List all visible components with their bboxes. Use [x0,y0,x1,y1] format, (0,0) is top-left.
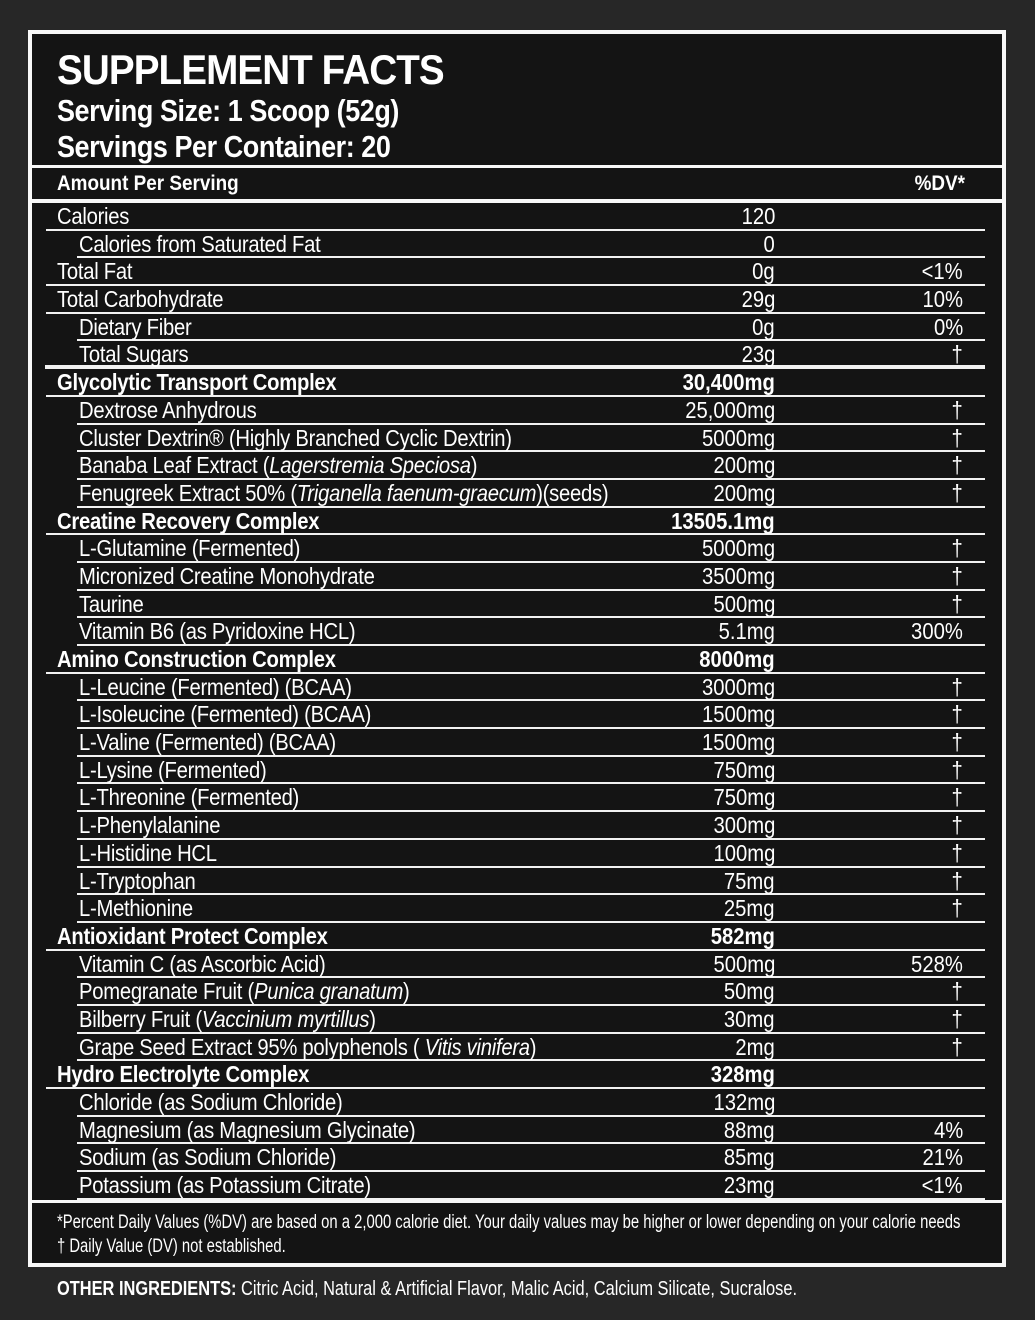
ingredient-name-segment: Total Carbohydrate [57,286,224,313]
dv-value: † [951,839,963,866]
ingredient-name-segment: ) [529,1033,537,1060]
amount-value: 23g [741,341,775,368]
ingredient-name [79,231,876,257]
amount-value: 500mg [713,590,775,617]
dv-value: † [951,1005,963,1032]
ingredient-name-segment: Hydro Electrolyte Complex [57,1061,310,1088]
ingredient-name-segment: Pomegranate Fruit ( [79,978,254,1005]
table-row [77,425,985,453]
table-row [46,286,985,314]
ingredient-name-segment: Vitis vinifera [424,1033,530,1060]
ingredient-name-segment: Amino Construction Complex [57,646,336,672]
ingredient-name-segment: Calories [57,203,130,229]
table-row [46,923,985,951]
other-ingredients [57,1277,797,1302]
amount-value: 5000mg [701,535,775,562]
amount-value: 120 [741,203,775,229]
ingredient-name-segment: Dietary Fiber [79,313,192,340]
ingredient-name-segment: L-Glutamine (Fermented) [79,535,301,562]
amount-value: 3500mg [701,562,775,589]
ingredient-name-segment: Calories from Saturated Fat [79,230,321,257]
dv-value: † [951,673,963,700]
dv-value: † [951,784,963,811]
other-ingredients-label: OTHER INGREDIENTS: [57,1278,237,1300]
ingredient-name-segment: L-Methionine [79,895,193,922]
dv-value: † [951,812,963,839]
other-ingredients-text: Citric Acid, Natural & Artificial Flavor, Malic Acid, Calcium Silicate, Sucralose. [236,1278,798,1300]
amount-value: 2mg [735,1033,775,1060]
table-row [46,203,985,231]
column-header-bar [32,168,1002,199]
amount-value: 75mg [724,867,775,894]
dv-value: <1% [921,258,963,285]
dv-value: † [951,452,963,479]
serving-size: Serving Size: 1 Scoop (52g) [57,93,399,128]
amount-value: 8000mg [699,646,775,672]
table-row [77,1144,985,1172]
ingredient-name-segment: Grape Seed Extract 95% polyphenols ( [79,1033,425,1060]
amount-value: 132mg [713,1089,775,1115]
dv-value: 0% [933,313,963,340]
panel-header [32,34,1002,165]
table-row [77,1117,985,1145]
ingredient-name-segment: Antioxidant Protect Complex [57,922,328,949]
dv-value: † [951,590,963,617]
dv-value: † [951,867,963,894]
footnote-line-1: *Percent Daily Values (%DV) are based on a 2,000 calorie diet. Your daily values may be higher or lower depending on your calorie needs [57,1211,961,1233]
ingredient-name-segment: Taurine [79,590,144,617]
amount-value: 3000mg [701,673,775,700]
amount-value: 500mg [713,950,775,977]
ingredient-name-segment: Potassium (as Potassium Citrate) [79,1172,371,1199]
ingredient-name-segment: )(seeds) [536,479,609,506]
amount-value: 582mg [710,922,775,949]
dv-value: † [951,756,963,783]
ingredient-name-segment: Triganella faenum-graecum [296,479,537,506]
ingredient-name-segment: Total Sugars [79,341,189,368]
dv-value: 10% [922,286,963,313]
table-row [77,591,985,619]
table-row [77,701,985,729]
ingredient-name-segment: L-Tryptophan [79,867,196,894]
ingredient-name-segment: L-Leucine (Fermented) (BCAA) [79,673,352,700]
amount-value: 30,400mg [682,369,775,396]
amount-value: 50mg [724,978,775,1005]
table-row [46,258,985,286]
table-row [46,646,985,674]
ingredient-name-segment: Vitamin B6 (as Pyridoxine HCL) [79,618,356,645]
ingredient-name-segment: Creatine Recovery Complex [57,507,320,534]
table-row [77,535,985,563]
amount-value: 13505.1mg [671,507,775,534]
amount-value: 0g [752,313,775,340]
dv-value: † [951,729,963,756]
table-row [77,895,985,923]
table-row [77,840,985,868]
table-row [77,757,985,785]
amount-value: 5.1mg [718,618,775,645]
amount-value: 85mg [724,1144,775,1171]
dv-header: %DV* [914,171,965,195]
ingredient-name-segment: Total Fat [57,258,133,285]
dv-value: † [951,396,963,423]
amount-value: 750mg [713,784,775,811]
panel-title: SUPPLEMENT FACTS [57,46,444,93]
table-row [77,1089,985,1117]
dv-value: † [951,535,963,562]
ingredient-name-segment: L-Lysine (Fermented) [79,756,267,783]
ingredient-name-segment: ) [403,978,410,1005]
table-row [77,1034,985,1062]
amount-value: 25mg [724,895,775,922]
table-row [77,563,985,591]
dv-value: † [951,341,963,368]
dv-value: † [951,895,963,922]
ingredient-name-segment: Vitamin C (as Ascorbic Acid) [79,950,326,977]
ingredient-name-segment: Fenugreek Extract 50% ( [79,479,297,506]
ingredient-name-segment: ) [369,1005,376,1032]
table-row [77,341,985,368]
ingredient-name-segment: Dextrose Anhydrous [79,396,257,423]
amount-value: 25,000mg [684,396,775,423]
table-row [77,480,985,508]
table-row [77,452,985,480]
amount-value: 0 [763,230,775,257]
amount-value: 88mg [724,1116,775,1143]
dv-value: 21% [922,1144,963,1171]
amount-value: 0g [752,258,775,285]
table-row [77,1006,985,1034]
amount-value: 29g [741,286,775,313]
amount-per-serving-header: Amount Per Serving [57,171,239,195]
table-row [77,397,985,425]
dv-value: † [951,1033,963,1060]
table-row [46,369,985,397]
ingredient-name-segment: Sodium (as Sodium Chloride) [79,1144,337,1171]
footnote-line-2: † Daily Value (DV) not established. [57,1235,286,1257]
dv-value: 300% [911,618,963,645]
ingredient-name-segment: Glycolytic Transport Complex [57,369,337,396]
amount-value: 1500mg [701,729,775,756]
dv-value: 528% [911,950,963,977]
amount-value: 200mg [713,452,775,479]
dv-value: † [951,479,963,506]
amount-value: 23mg [724,1172,775,1199]
ingredient-name-segment: Punica granatum [253,978,404,1005]
table-row [77,978,985,1006]
amount-value: 750mg [713,756,775,783]
ingredient-name-segment: Lagerstremia Speciosa [269,452,471,479]
amount-value: 200mg [713,479,775,506]
ingredient-name-segment: Cluster Dextrin® (Highly Branched Cyclic Dextrin) [79,424,512,451]
ingredient-name-segment: Banaba Leaf Extract ( [79,452,270,479]
table-row [77,812,985,840]
amount-value: 1500mg [701,701,775,728]
table-row [46,508,985,536]
ingredient-name-segment: L-Valine (Fermented) (BCAA) [79,729,336,756]
servings-per-container: Servings Per Container: 20 [57,129,391,164]
ingredient-name-segment: L-Isoleucine (Fermented) (BCAA) [79,701,372,728]
dv-value: † [951,978,963,1005]
dv-value: 4% [933,1116,963,1143]
supplement-facts-panel [28,30,1006,1267]
facts-rows [32,203,1002,1200]
dv-value: † [951,424,963,451]
amount-value: 100mg [713,839,775,866]
table-row [77,951,985,979]
amount-value: 328mg [710,1061,775,1088]
table-row [77,231,985,259]
table-row [77,868,985,896]
ingredient-name-segment: Bilberry Fruit ( [79,1005,202,1032]
dv-value: <1% [921,1172,963,1199]
ingredient-name-segment: L-Histidine HCL [79,839,217,866]
ingredient-name-segment: Micronized Creatine Monohydrate [79,562,375,589]
table-row [46,1061,985,1089]
amount-value: 300mg [713,812,775,839]
ingredient-name-segment: ) [470,452,478,479]
ingredient-name-segment: L-Phenylalanine [79,812,221,839]
ingredient-name-segment: Chloride (as Sodium Chloride) [79,1089,343,1115]
dv-value: † [951,701,963,728]
table-row [77,729,985,757]
footnote [32,1203,1002,1259]
ingredient-name-segment: Magnesium (as Magnesium Glycinate) [79,1116,416,1143]
amount-value: 30mg [724,1005,775,1032]
table-row [77,314,985,342]
table-row [77,618,985,646]
table-row [77,784,985,812]
ingredient-name-segment: Vaccinium myrtillus [201,1005,370,1032]
ingredient-name-segment: L-Threonine (Fermented) [79,784,300,811]
dv-value: † [951,562,963,589]
table-row [77,674,985,702]
table-row [77,1172,985,1200]
amount-value: 5000mg [701,424,775,451]
